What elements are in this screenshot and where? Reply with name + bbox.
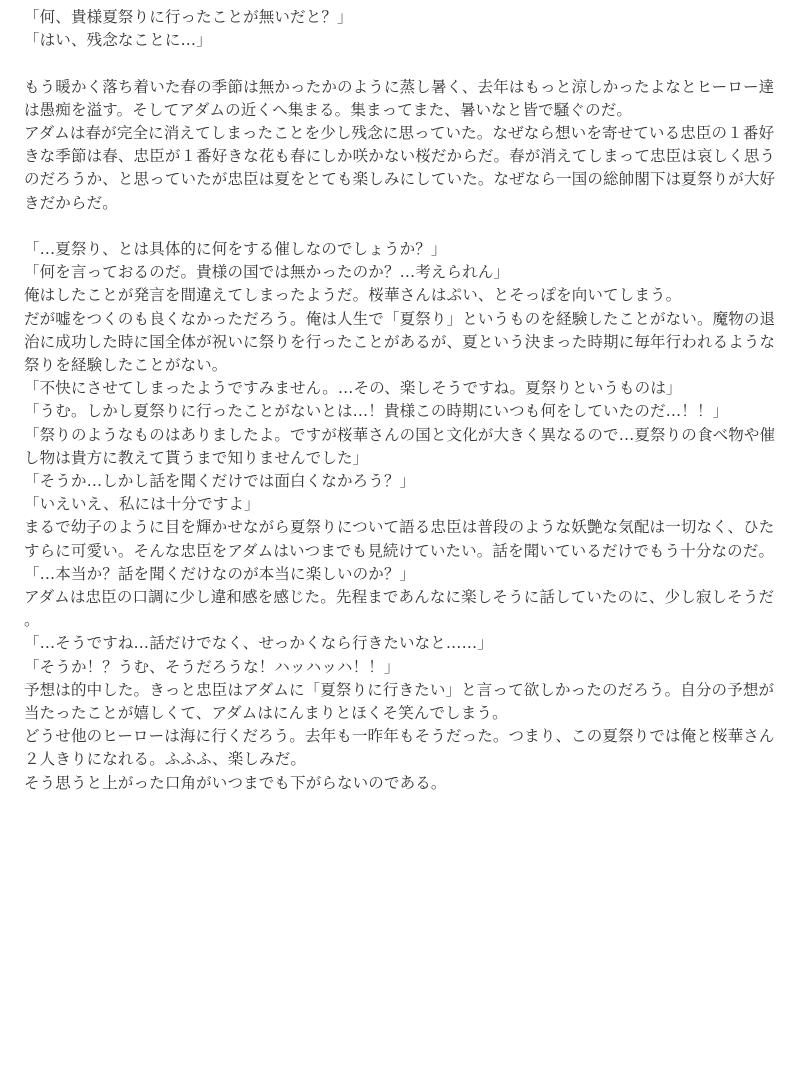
dialogue-line: 「そうか…しかし話を聞くだけでは面白くなかろう？」	[24, 472, 416, 491]
narration-paragraph: そう思うと上がった口角がいつまでも下がらないのである。	[24, 773, 447, 792]
paragraph-gap	[24, 215, 776, 238]
paragraph-gap	[24, 52, 776, 75]
narration-paragraph: もう暖かく落ち着いた春の季節は無かったかのように蒸し暑く、去年はもっと涼しかったよなとヒーロー達は愚痴を溢す。そしてアダムの近くへ集まる。集まってまた、暑いなと皆で騒ぐのだ。	[24, 77, 775, 119]
dialogue-line: 「いえいえ、私には十分ですよ」	[24, 495, 260, 514]
narration-paragraph: どうせ他のヒーローは海に行くだろう。去年も一昨年もそうだった。つまり、この夏祭りでは俺と桜華さん２人きりになれる。ふふふ、楽しみだ。	[24, 727, 775, 769]
narration-paragraph: まるで幼子のように目を輝かせながら夏祭りについて語る忠臣は普段のような妖艶な気配は一切なく、ひたすらに可愛い。そんな忠臣をアダムはいつまでも見続けていたい。話を聞いているだけでもう十分なのだ。	[24, 518, 775, 560]
dialogue-line: 「うむ。しかし夏祭りに行ったことがないとは…！貴様この時期にいつも何をしていたのだ…！！」	[24, 402, 729, 421]
dialogue-line: 「…夏祭り、とは具体的に何をする催しなのでしょうか？」	[24, 240, 447, 258]
dialogue-line: 「…本当か？話を聞くだけなのが本当に楽しいのか？」	[24, 564, 416, 583]
dialogue-line: 「何、貴様夏祭りに行ったことが無いだと？」	[24, 8, 353, 26]
narration-paragraph: だが嘘をつくのも良くなかっただろう。俺は人生で「夏祭り」というものを経験したことがない。魔物の退治に成功した時に国全体が祝いに祭りを行ったことがあるが、夏という決まった時期に毎年行われるような祭りを経験したことがない。	[24, 309, 776, 375]
narration-paragraph: アダムは忠臣の口調に少し違和感を感じた。先程まであんなに楽しそうに話していたのに、少し寂しそうだ。	[24, 588, 775, 630]
dialogue-line: 「祭りのようなものはありましたよ。ですが桜華さんの国と文化が大きく異なるので…夏祭りの食べ物や催し物は貴方に教えて貰うまで知りませんでした」	[24, 425, 776, 467]
narration-paragraph: 予想は的中した。きっと忠臣はアダムに「夏祭りに行きたい」と言って欲しかったのだろう。自分の予想が当たったことが嬉しくて、アダムはにんまりとほくそ笑んでしまう。	[24, 680, 775, 723]
narration-paragraph: アダムは春が完全に消えてしまったことを少し残念に思っていた。なぜなら想いを寄せている忠臣の１番好きな季節は春、忠臣が１番好きな花も春にしか咲かない桜だからだ。春が消えてしまって忠臣は哀しく思うのだろうか、と思っていたが忠臣は夏をとても楽しみにしていた。なぜなら一国の総帥閣下は夏祭りが大好きだからだ。	[24, 124, 776, 212]
dialogue-line: 「そうか！？うむ、そうだろうな！ハッハッハ！！」	[24, 657, 400, 676]
dialogue-line: 「…そうですね…話だけでなく、せっかくなら行きたいなと……」	[24, 634, 493, 653]
narration-paragraph: 俺はしたことが発言を間違えてしまったようだ。桜華さんはぷい、とそっぽを向いてしまう。	[24, 286, 682, 305]
story-text	[24, 6, 776, 795]
dialogue-line: 「不快にさせてしまったようですみません。…その、楽しそうですね。夏祭りというものは」	[24, 379, 682, 398]
dialogue-line: 「はい、残念なことに…」	[24, 31, 212, 50]
dialogue-line: 「何を言っておるのだ。貴様の国では無かったのか？…考えられん」	[24, 263, 510, 282]
